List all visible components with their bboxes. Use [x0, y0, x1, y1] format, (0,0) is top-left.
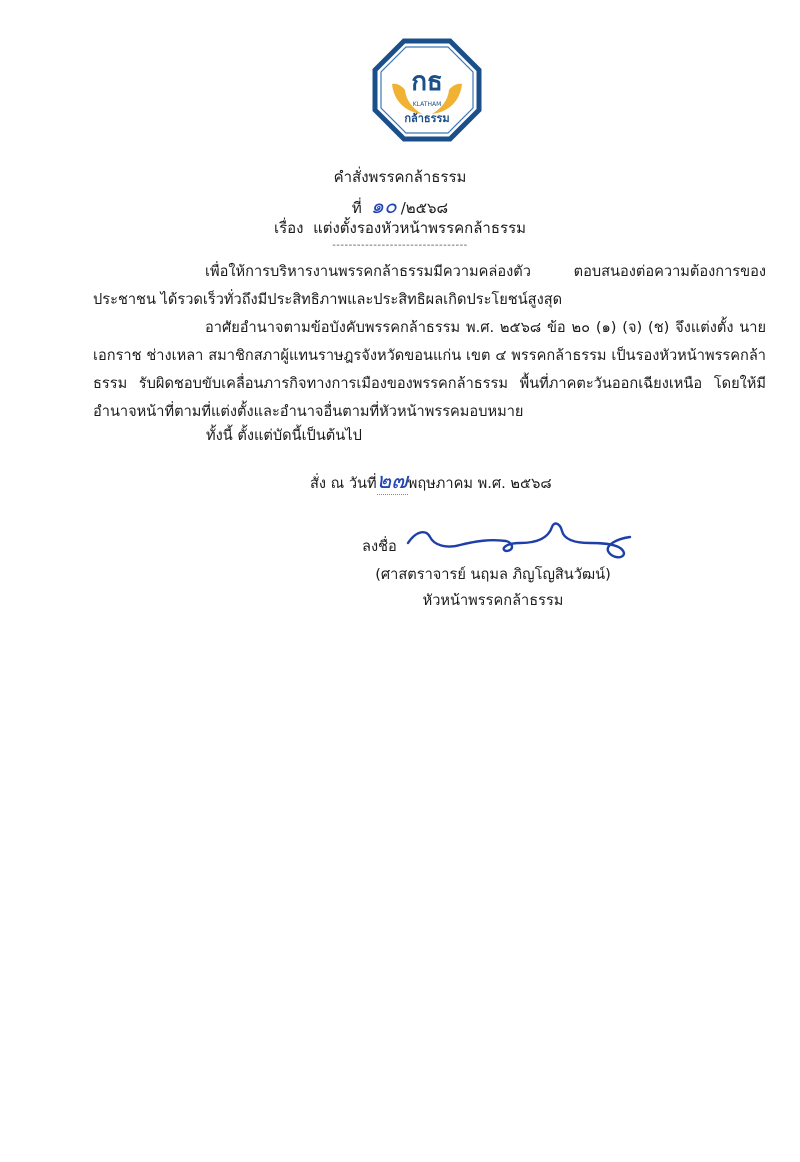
date-day-handwritten: ๒๗ — [376, 469, 408, 494]
logo-monogram: กธ — [411, 67, 443, 97]
party-logo — [372, 38, 482, 142]
order-subject — [0, 216, 800, 240]
date-prefix: สั่ง ณ วันที่ — [310, 475, 377, 492]
handwritten-signature — [402, 513, 642, 563]
date-month-year: พฤษภาคม พ.ศ. ๒๕๖๘ — [407, 475, 552, 492]
paragraph-purpose: เพื่อให้การบริหารงานพรรคกล้าธรรมมีความคล่องตัว ตอบสนองต่อความต้องการของประชาชน ได้รวดเร็วทั่วถึงมีประสิทธิภาพและประสิทธิผลเกิดประโยชน์สูงสุด — [93, 263, 766, 308]
logo-english-name: KLATHAM — [412, 101, 442, 108]
paragraph-appointment: อาศัยอำนาจตามข้อบังคับพรรคกล้าธรรม พ.ศ. ๒๕๖๘ ข้อ ๒๐ (๑) (จ) (ช) จึงแต่งตั้ง นายเอกราช ช่างเหลา สมาชิกสภาผู้แทนราษฎรจังหวัดขอนแก่น เขต ๔ พรรคกล้าธรรม เป็นรองหัวหน้าพรรคกล้าธรรม รับผิดชอบขับเคลื่อนภารกิจทางการเมืองของพรรคกล้าธรรม พื้นที่ภาคตะวันออกเฉียงเหนือ โดยให้มีอำนาจหน้าที่ตามที่แต่งตั้งและอำนาจอื่นตามที่หัวหน้าพรรคมอบหมาย — [93, 319, 766, 420]
logo-thai-name: กล้าธรรม — [404, 112, 450, 125]
signature-label: ลงชื่อ — [362, 538, 397, 555]
order-date — [310, 463, 552, 498]
subject-label: เรื่อง — [273, 219, 304, 237]
number-suffix: /๒๕๖๘ — [400, 199, 449, 217]
paragraph-effective: ทั้งนี้ ตั้งแต่บัดนี้เป็นต้นไป — [206, 427, 362, 444]
order-title: คำสั่งพรรคกล้าธรรม — [333, 168, 467, 186]
signer-name: (ศาสตราจารย์ นฤมล ภิญโญสินวัฒน์) — [375, 566, 611, 583]
signer-position: หัวหน้าพรรคกล้าธรรม — [422, 592, 564, 609]
divider-line: --------------------------------- — [332, 240, 468, 251]
subject-text: แต่งตั้งรองหัวหน้าพรรคกล้าธรรม — [313, 219, 527, 237]
number-prefix: ที่ — [351, 199, 362, 217]
number-handwritten: ๑๐ — [370, 194, 397, 218]
